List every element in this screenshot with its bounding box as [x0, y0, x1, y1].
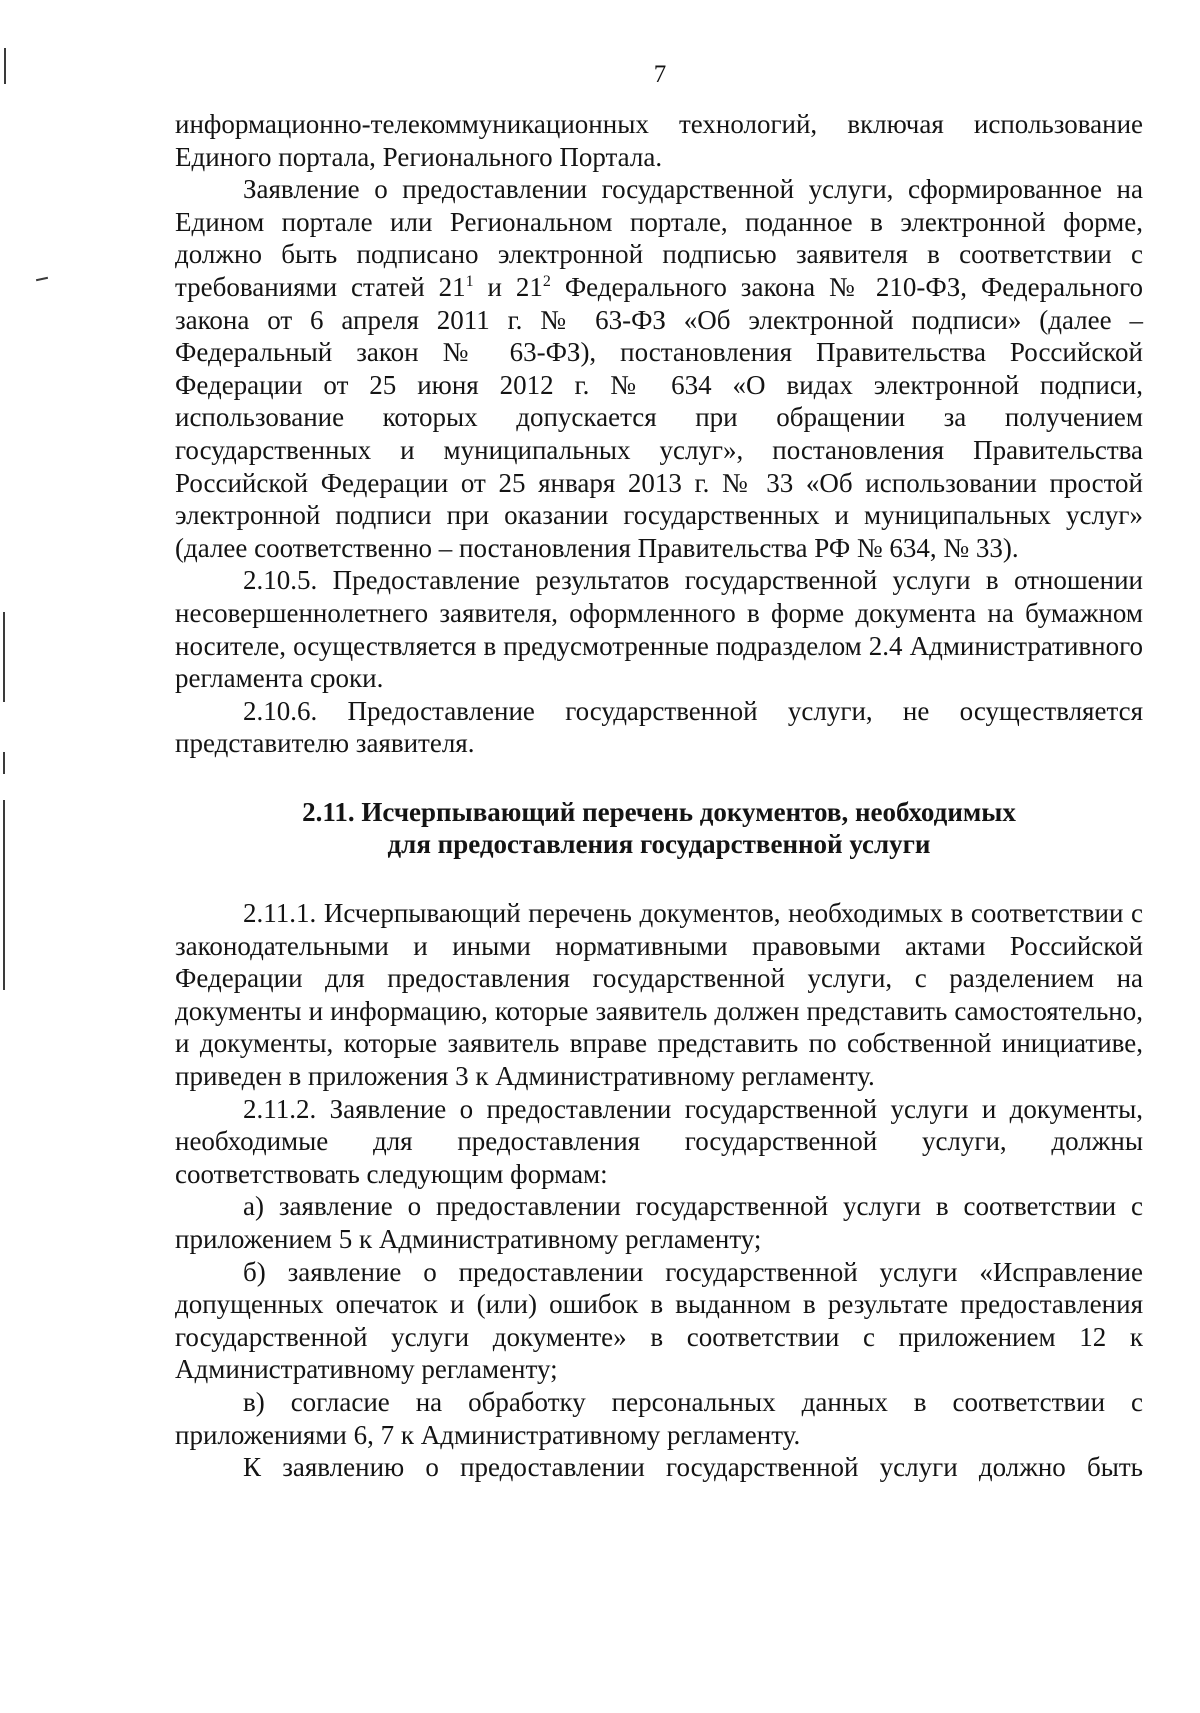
paragraph-final: К заявлению о предоставлении государственной услуги должно быть [243, 1452, 1143, 1483]
paragraph-2-10-6: 2.10.6. Предоставление государственной услуги, не осуществляется представителю заявителя. [175, 695, 1143, 759]
document-body [175, 108, 1143, 1484]
scan-mark-mid1 [3, 612, 5, 702]
section-heading-line1: 2.11. Исчерпывающий перечень документов, необходимых [302, 796, 1016, 827]
list-item-a: а) заявление о предоставлении государственной услуги в соответствии с приложением 5 к Административному регламенту; [175, 1191, 1143, 1254]
page-number: 7 [653, 61, 667, 88]
paragraph-text-part: Заявление о предоставлении государственной услуги, сформированное на Едином портале или Региональном портале, поданное в электронной форме, должно быть подписано электронной подписью заявителя в соответствии с требованиями статей 21 [175, 174, 1143, 302]
paragraph-2-10-5: 2.10.5. Предоставление результатов государственной услуги в отношении несовершеннолетнего заявителя, оформленного в форме документа на бумажном носителе, осуществляется в предусмотренные подразделом 2.4 Административного регламента сроки. [175, 565, 1143, 694]
section-heading-line2: для предоставления государственной услуги [387, 829, 931, 860]
paragraph-text-part: Федерального закона № 210-ФЗ, Федерального закона от 6 апреля 2011 г. № 63-ФЗ «Об электронной подписи» (далее – Федеральный закон № 63-ФЗ), постановления Правительства Российской Федерации от 25 июня 2012 г. № 634 «О видах электронной подписи, использование которых допускается при обращении за получением государственных и муниципальных услуг», постановления Правительства Российской Федерации от 25 января 2013 г. № 33 «Об использовании простой электронной подписи при оказании государственных и муниципальных услуг» (далее соответственно – постановления Правительства РФ № 634, № 33). [175, 271, 1143, 563]
paragraph-electronic-signature [175, 173, 1143, 564]
superscript: 2 [542, 272, 551, 290]
list-item-b: б) заявление о предоставлении государственной услуги «Исправление допущенных опечаток и (или) ошибок в выданном в результате предоставления государственной услуги документе» в соответствии с приложением 12 к Административному регламенту; [175, 1256, 1143, 1385]
paragraph-text-part: и 21 [473, 271, 543, 302]
list-item-v: в) согласие на обработку персональных данных в соответствии с приложениями 6, 7 к Административному регламенту. [175, 1386, 1143, 1450]
scan-mark-mid2 [3, 752, 5, 774]
scan-mark-mid3 [3, 800, 5, 990]
paragraph-2-11-1: 2.11.1. Исчерпывающий перечень документов, необходимых в соответствии с законодательными и иными нормативными правовыми актами Российской Федерации для предоставления государственной услуги, с разделением на документы и информацию, которые заявитель должен представить самостоятельно, и документы, которые заявитель вправе представить по собственной инициативе, приведен в приложения 3 к Административному регламенту. [175, 898, 1143, 1092]
paragraph-2-11-2: 2.11.2. Заявление о предоставлении государственной услуги и документы, необходимые для предоставления государственной услуги, должны соответствовать следующим формам: [175, 1093, 1143, 1189]
paragraph-continuation: информационно-телекоммуникационных технологий, включая использование Единого портала, Регионального Портала. [175, 109, 1143, 172]
scan-mark-dash [36, 277, 48, 281]
superscript: 1 [465, 272, 474, 290]
section-heading [175, 796, 1143, 861]
